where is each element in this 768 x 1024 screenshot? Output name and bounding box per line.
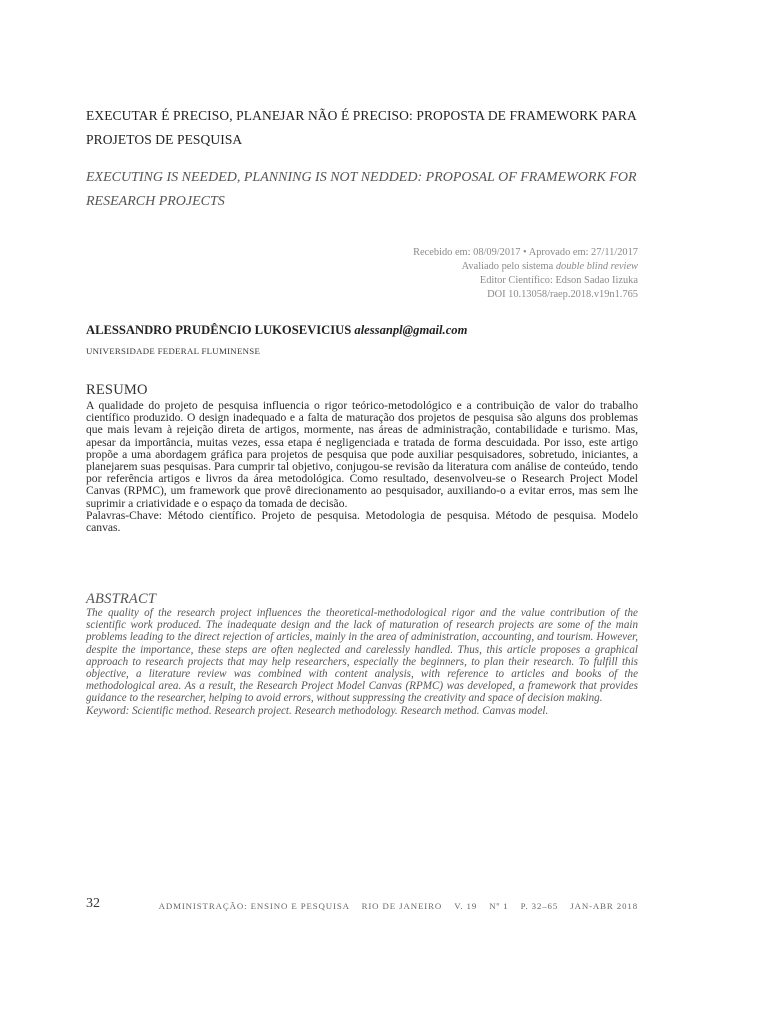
author-name: ALESSANDRO PRUDÊNCIO LUKOSEVICIUS: [86, 323, 352, 337]
journal-issue: Nº 1: [489, 901, 509, 911]
review-type: double blind review: [555, 261, 638, 272]
author-line: [86, 321, 638, 339]
resumo-text: A qualidade do projeto de pesquisa influencia o rigor teórico-metodológico e a contribuição de valor do trabalho científico produzido. O design inadequado e a falta de maturação dos projetos de pesquisa são alguns dos problemas que mais levam à rejeição direta de artigos, mormente, nas áreas de administração, contabilidade e turismo. Mas, apesar da importância, muitas vezes, essa etapa é negligenciada e tratada de forma descuidada. Por isso, este artigo propõe a uma abordagem gráfica para projetos de pesquisa que pode auxiliar pesquisadores, sobretudo, iniciantes, a planejarem suas pesquisas. Para cumprir tal objetivo, conjugou-se revisão da literatura com análise de conteúdo, tendo por referência artigos e livros da área metodológica. Como resultado, desenvolveu-se o Research Project Model Canvas (RPMC), um framework que provê direcionamento ao pesquisador, auxiliando-o a evitar erros, mas sem lhe suprimir a criatividade e o espaço da tomada de decisão.: [86, 399, 638, 510]
journal-footer: [159, 901, 638, 911]
resumo-keywords: Palavras-Chave: Método científico. Projeto de pesquisa. Metodologia de pesquisa. Método de pesquisa. Modelo canvas.: [86, 508, 638, 535]
received-approved-dates: Recebido em: 08/09/2017 • Aprovado em: 27/11/2017: [413, 247, 638, 258]
abstract-heading: ABSTRACT: [86, 591, 157, 607]
submission-meta: [86, 246, 638, 302]
doi[interactable]: DOI 10.13058/raep.2018.v19n1.765: [487, 289, 638, 300]
author-affiliation: UNIVERSIDADE FEDERAL FLUMINENSE: [86, 346, 261, 356]
journal-volume: V. 19: [454, 901, 478, 911]
journal-pages: P. 32–65: [520, 901, 559, 911]
resumo-section: [86, 400, 638, 534]
review-system: [86, 260, 638, 274]
abstract-section: [86, 607, 638, 717]
abstract-text: The quality of the research project influences the theoretical-methodological rigor and the value contribution of the scientific work produced. The inadequate design and the lack of maturation of research projects are some of the main problems leading to the direct rejection of articles, mainly in the area of administration, accounting, and tourism. However, despite the importance, these steps are often neglected and carelessly handled. Thus, this article proposes a graphical approach to research projects that may help researchers, especially the beginners, to plan their research. To fulfill this objective, a literature review was combined with content analysis, with reference to articles and books of the methodological area. As a result, the Research Project Model Canvas (RPMC) was developed, a framework that provides guidance to the researcher, helping to avoid errors, without suppressing the creativity and space of decision making.: [86, 607, 638, 705]
journal-name: ADMINISTRAÇÃO: ENSINO E PESQUISA: [158, 901, 350, 911]
review-prefix: Avaliado pelo sistema: [461, 261, 556, 272]
scientific-editor: Editor Científico: Edson Sadao Iizuka: [479, 275, 638, 286]
page-number: 32: [86, 896, 100, 911]
journal-city: RIO DE JANEIRO: [361, 901, 443, 911]
abstract-keywords: Keyword: Scientific method. Research project. Research methodology. Research method. Canvas model.: [86, 704, 549, 717]
title-portuguese: EXECUTAR É PRECISO, PLANEJAR NÃO É PRECISO: PROPOSTA DE FRAMEWORK PARA PROJETOS DE PESQUISA: [86, 108, 637, 147]
journal-date: JAN-ABR 2018: [570, 901, 638, 911]
resumo-heading: RESUMO: [86, 382, 148, 398]
author-email[interactable]: alessanpl@gmail.com: [354, 323, 468, 337]
title-english: EXECUTING IS NEEDED, PLANNING IS NOT NEDDED: PROPOSAL OF FRAMEWORK FOR RESEARCH PROJECTS: [86, 170, 637, 209]
